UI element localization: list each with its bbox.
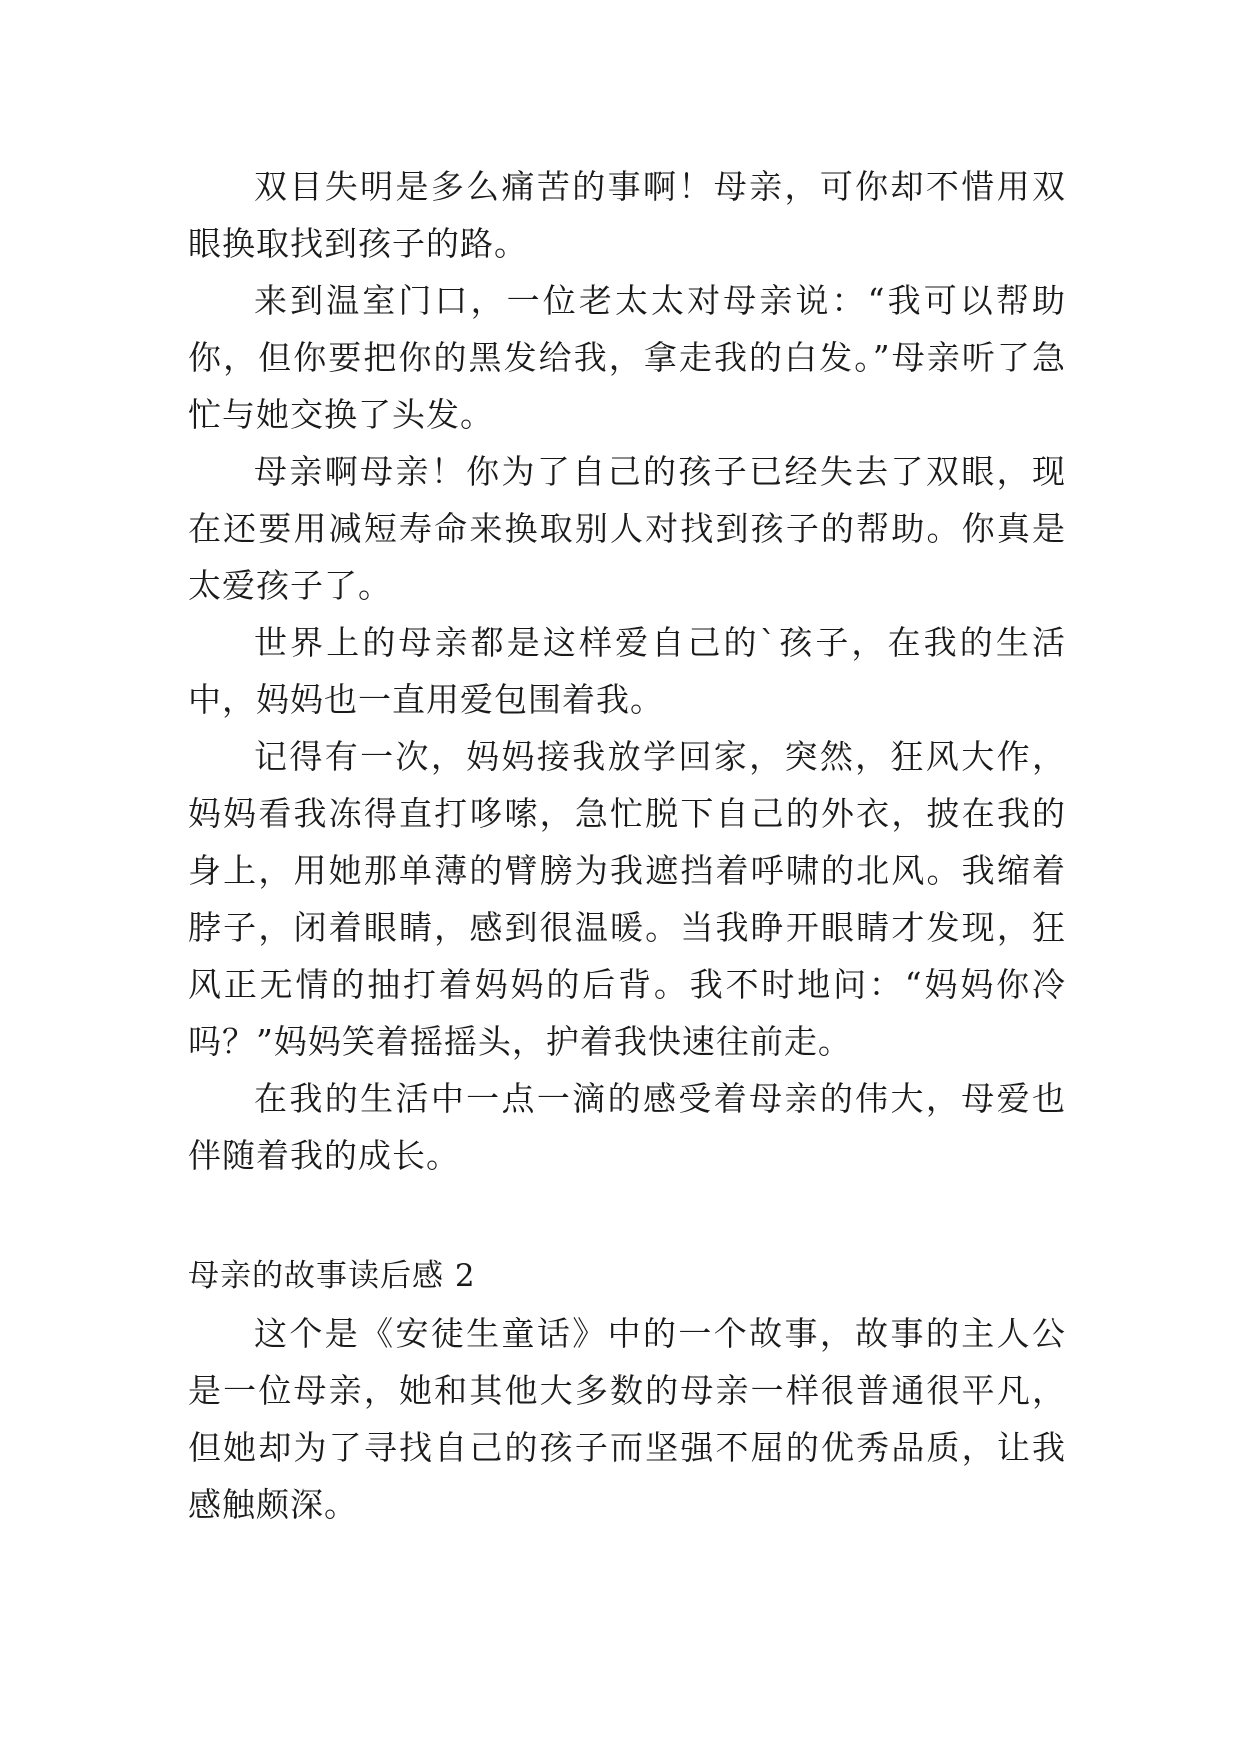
paragraph: 来到温室门口，一位老太太对母亲说：“我可以帮助你，但你要把你的黑发给我，拿走我的白发。”母亲听了急忙与她交换了头发。 <box>188 281 1066 434</box>
paragraph: 母亲啊母亲！你为了自己的孩子已经失去了双眼，现在还要用减短寿命来换取别人对找到孩子的帮助。你真是太爱孩子了。 <box>188 452 1066 605</box>
paragraph: 双目失明是多么痛苦的事啊！母亲，可你却不惜用双眼换取找到孩子的路。 <box>188 167 1066 263</box>
paragraph: 这个是《安徒生童话》中的一个故事，故事的主人公是一位母亲，她和其他大多数的母亲一样很普通很平凡，但她却为了寻找自己的孩子而坚强不屈的优秀品质，让我感触颇深。 <box>188 1314 1066 1524</box>
paragraph: 记得有一次，妈妈接我放学回家，突然，狂风大作，妈妈看我冻得直打哆嗦，急忙脱下自己的外衣，披在我的身上，用她那单薄的臂膀为我遮挡着呼啸的北风。我缩着脖子，闭着眼睛，感到很温暖。当我睁开眼睛才发现，狂风正无情的抽打着妈妈的后背。我不时地问：“妈妈你冷吗？”妈妈笑着摇摇头，护着我快速往前走。 <box>188 737 1066 1061</box>
paragraph: 在我的生活中一点一滴的感受着母亲的伟大，母爱也伴随着我的成长。 <box>188 1079 1066 1175</box>
paragraph: 世界上的母亲都是这样爱自己的`孩子，在我的生活中，妈妈也一直用爱包围着我。 <box>188 623 1066 719</box>
document-body <box>188 158 1066 1533</box>
section-heading: 母亲的故事读后感 2 <box>188 1258 476 1294</box>
